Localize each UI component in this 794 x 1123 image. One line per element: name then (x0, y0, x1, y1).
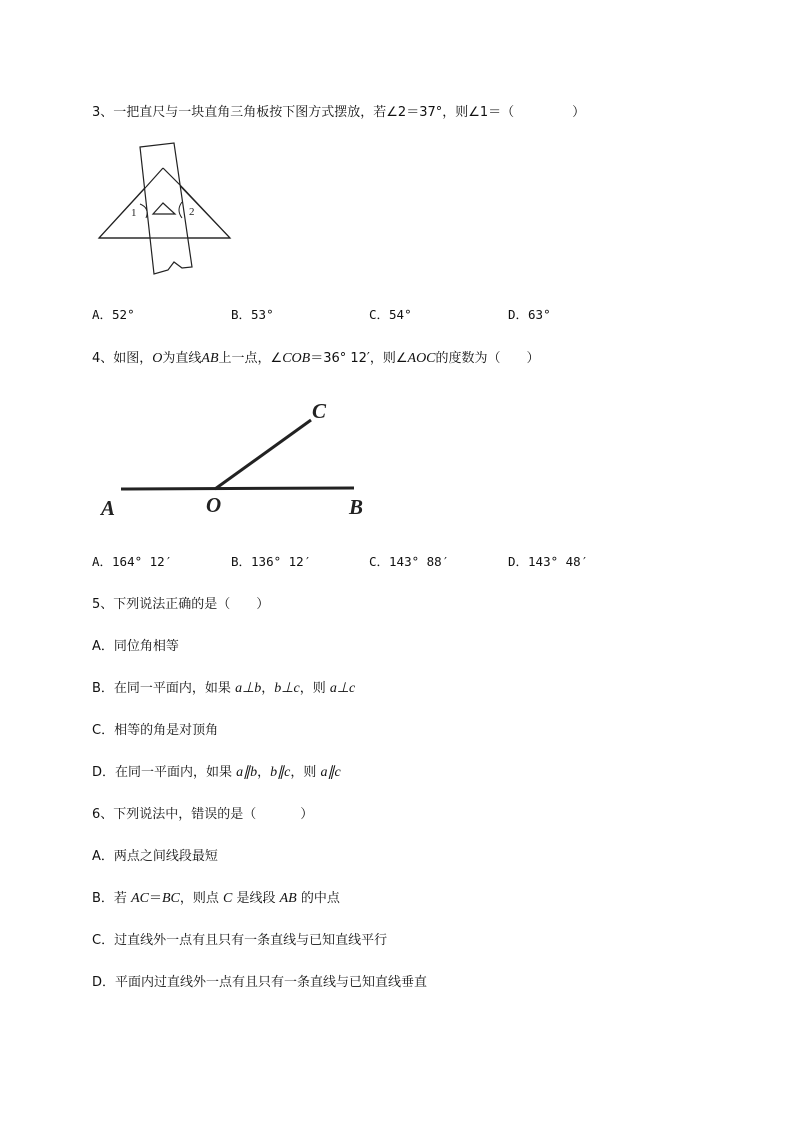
q5-option-b[interactable] (92, 677, 355, 697)
q6-b-text: ，则点 (179, 891, 223, 906)
q6-b-text: B．若 (92, 891, 132, 906)
q6-option-a[interactable]: A．两点之间线段最短 (92, 849, 218, 864)
q6-option-c[interactable]: C．过直线外一点有且只有一条直线与已知直线平行 (92, 933, 388, 948)
point-b-label: B (349, 495, 364, 519)
q4-stem-part: 上一点，∠ (218, 351, 283, 366)
q5-d-expr: a∥c (320, 765, 341, 780)
q4-stem-part: 4、如图， (92, 351, 153, 366)
q6-option-d[interactable]: D．平面内过直线外一点有且只有一条直线与已知直线垂直 (92, 975, 428, 990)
q4-var-cob: COB (282, 351, 311, 366)
q5-d-text: ，则 (290, 765, 321, 780)
q3-stem-text: 3、一把直尺与一块直角三角板按下图方式摆放，若∠2＝37°，则∠1＝（ (92, 105, 515, 120)
q5-d-expr: b∥c (270, 765, 291, 780)
q4-var-ab: AB (201, 351, 219, 366)
q4-option-b[interactable]: B．136° 12′ (231, 554, 312, 569)
q6-option-b[interactable] (92, 887, 340, 907)
q4-stem (92, 347, 540, 367)
q5-b-expr: a⊥b (235, 681, 262, 696)
q3-option-b[interactable]: B．53° (231, 307, 274, 322)
q5-d-text: D．在同一平面内，如果 (92, 765, 237, 780)
ruler-shape (140, 143, 192, 274)
q3-option-c[interactable]: C．54° (369, 307, 412, 322)
q4-angle-figure (96, 393, 386, 533)
q6-b-var: BC (161, 891, 180, 906)
q3-stem (92, 101, 585, 120)
q6-stem-text: 6、下列说法中，错误的是（ (92, 807, 257, 822)
q4-var-o: O (152, 351, 163, 366)
q5-stem: 5、下列说法正确的是（ ） (92, 597, 270, 612)
q5-d-sep: ， (257, 765, 271, 780)
q4-stem-part: 的度数为（ ） (435, 351, 540, 366)
q5-b-expr: a⊥c (329, 681, 356, 696)
q4-option-d[interactable]: D．143° 48′ (508, 554, 589, 569)
q6-b-text: 是线段 (232, 891, 280, 906)
q3-stem-close: ） (572, 105, 586, 120)
point-o-label: O (206, 493, 222, 517)
q5-option-d[interactable] (92, 761, 341, 781)
q5-b-expr: b⊥c (274, 681, 300, 696)
point-a-label: A (101, 496, 116, 520)
angle-2-label: 2 (189, 206, 195, 218)
q5-option-a[interactable]: A．同位角相等 (92, 639, 179, 654)
q6-b-var: C (223, 891, 233, 906)
q6-b-text: 的中点 (296, 891, 340, 906)
q6-stem-close: ） (300, 807, 314, 822)
q5-b-text: ，则 (299, 681, 330, 696)
q4-stem-part: 为直线 (162, 351, 202, 366)
q5-d-expr: a∥b (236, 765, 258, 780)
angle-1-label: 1 (131, 207, 137, 219)
q6-b-var: AB (279, 891, 297, 906)
q5-option-c[interactable]: C．相等的角是对顶角 (92, 723, 219, 738)
q4-option-a[interactable]: A．164° 12′ (92, 554, 173, 569)
q3-ruler-triangle-figure (96, 140, 236, 280)
q3-option-a[interactable]: A．52° (92, 307, 135, 322)
q4-var-aoc: AOC (407, 351, 436, 366)
q6-b-text: ＝ (148, 891, 162, 906)
ray-oc (215, 420, 311, 489)
line-ab (121, 488, 354, 489)
q5-b-text: B．在同一平面内，如果 (92, 681, 236, 696)
q6-b-var: AC (131, 891, 149, 906)
q4-stem-part: ＝36° 12′，则∠ (310, 351, 408, 366)
point-c-label: C (312, 399, 327, 423)
q3-option-d[interactable]: D．63° (508, 307, 551, 322)
q4-option-c[interactable]: C．143° 88′ (369, 554, 450, 569)
q5-b-sep: ， (261, 681, 275, 696)
q6-stem (92, 803, 313, 822)
